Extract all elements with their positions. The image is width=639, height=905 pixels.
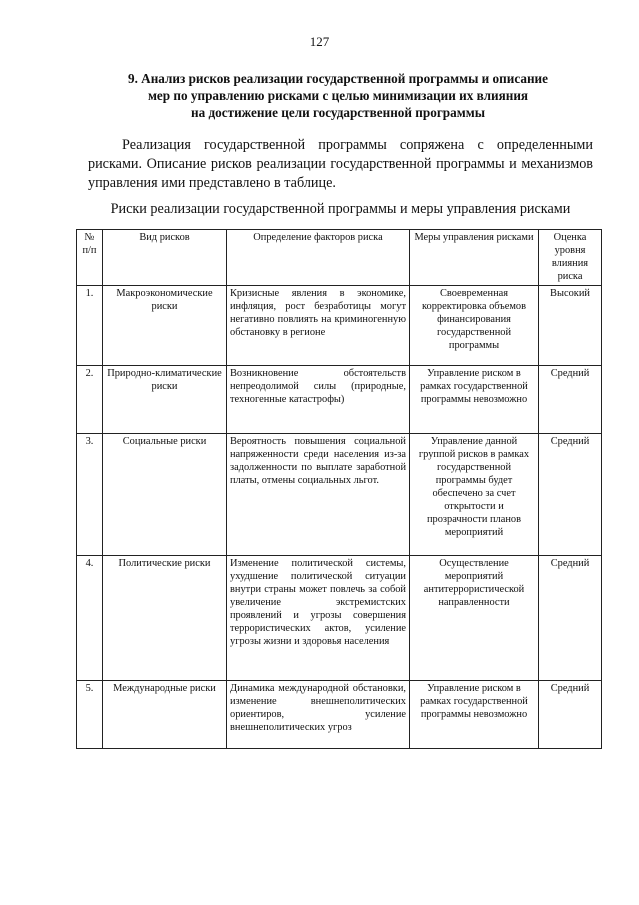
row-number: 2. <box>77 366 103 434</box>
management-measures: Управление данной группой рисков в рамках государственной программы будет обеспечено за счет открытости и прозрачности планов мероприятий <box>410 434 539 556</box>
impact-level: Средний <box>539 434 602 556</box>
risk-factors: Вероятность повышения социальной напряженности среди населения из-за задолженности по выплате заработной платы, отмены социальных льгот. <box>227 434 410 556</box>
table-caption: Риски реализации государственной программы и меры управления рисками <box>110 201 571 217</box>
impact-level: Средний <box>539 366 602 434</box>
intro-paragraph <box>88 136 593 193</box>
risk-type: Международные риски <box>103 681 227 749</box>
page-number: 127 <box>309 34 330 49</box>
risk-factors: Изменение политической системы, ухудшение политической ситуации внутри страны может повлечь за собой увеличение экстремистских проявлений и угрозы совершения террористических актов, усиление угрозы жизни и здоровья населения <box>227 556 410 681</box>
row-number: 1. <box>77 286 103 366</box>
heading-line: на достижение цели государственной программы <box>190 105 485 120</box>
header-impact-level: Оценка уровня влияния риска <box>539 230 602 286</box>
management-measures: Своевременная корректировка объемов финансирования государственной программы <box>410 286 539 366</box>
row-number: 3. <box>77 434 103 556</box>
management-measures: Управление риском в рамках государственной программы невозможно <box>410 681 539 749</box>
table-row <box>77 556 602 681</box>
risk-type: Социальные риски <box>103 434 227 556</box>
section-heading <box>88 70 588 121</box>
table-row <box>77 434 602 556</box>
management-measures: Осуществление мероприятий антитеррористической направленности <box>410 556 539 681</box>
row-number: 4. <box>77 556 103 681</box>
intro-text: Реализация государственной программы сопряжена с определенными рисками. Описание рисков реализации государственной программы и механизмов управления ими представлено в таблице. <box>88 137 593 191</box>
header-risk-type: Вид рисков <box>103 230 227 286</box>
risk-type: Природно-климатические риски <box>103 366 227 434</box>
impact-level: Средний <box>539 681 602 749</box>
risk-factors: Возникновение обстоятельств непреодолимой силы (природные, техногенные катастрофы) <box>227 366 410 434</box>
table-row <box>77 286 602 366</box>
risks-table <box>76 229 602 749</box>
table-header-row <box>77 230 602 286</box>
table-row <box>77 681 602 749</box>
risk-type: Политические риски <box>103 556 227 681</box>
heading-line: мер по управлению рисками с целью минимизации их влияния <box>147 88 529 103</box>
header-risk-factors: Определение факторов риска <box>227 230 410 286</box>
impact-level: Высокий <box>539 286 602 366</box>
risk-factors: Кризисные явления в экономике, инфляция, рост безработицы могут негативно повлиять на криминогенную обстановку в регионе <box>227 286 410 366</box>
header-management-measures: Меры управления рисками <box>410 230 539 286</box>
table-row <box>77 366 602 434</box>
management-measures: Управление риском в рамках государственной программы невозможно <box>410 366 539 434</box>
risk-factors: Динамика международной обстановки, изменение внешнеполитических ориентиров, усиление внешнеполитических угроз <box>227 681 410 749</box>
heading-line: 9. Анализ рисков реализации государственной программы и описание <box>127 71 548 86</box>
row-number: 5. <box>77 681 103 749</box>
risk-type: Макроэкономические риски <box>103 286 227 366</box>
header-number: № п/п <box>77 230 103 286</box>
impact-level: Средний <box>539 556 602 681</box>
